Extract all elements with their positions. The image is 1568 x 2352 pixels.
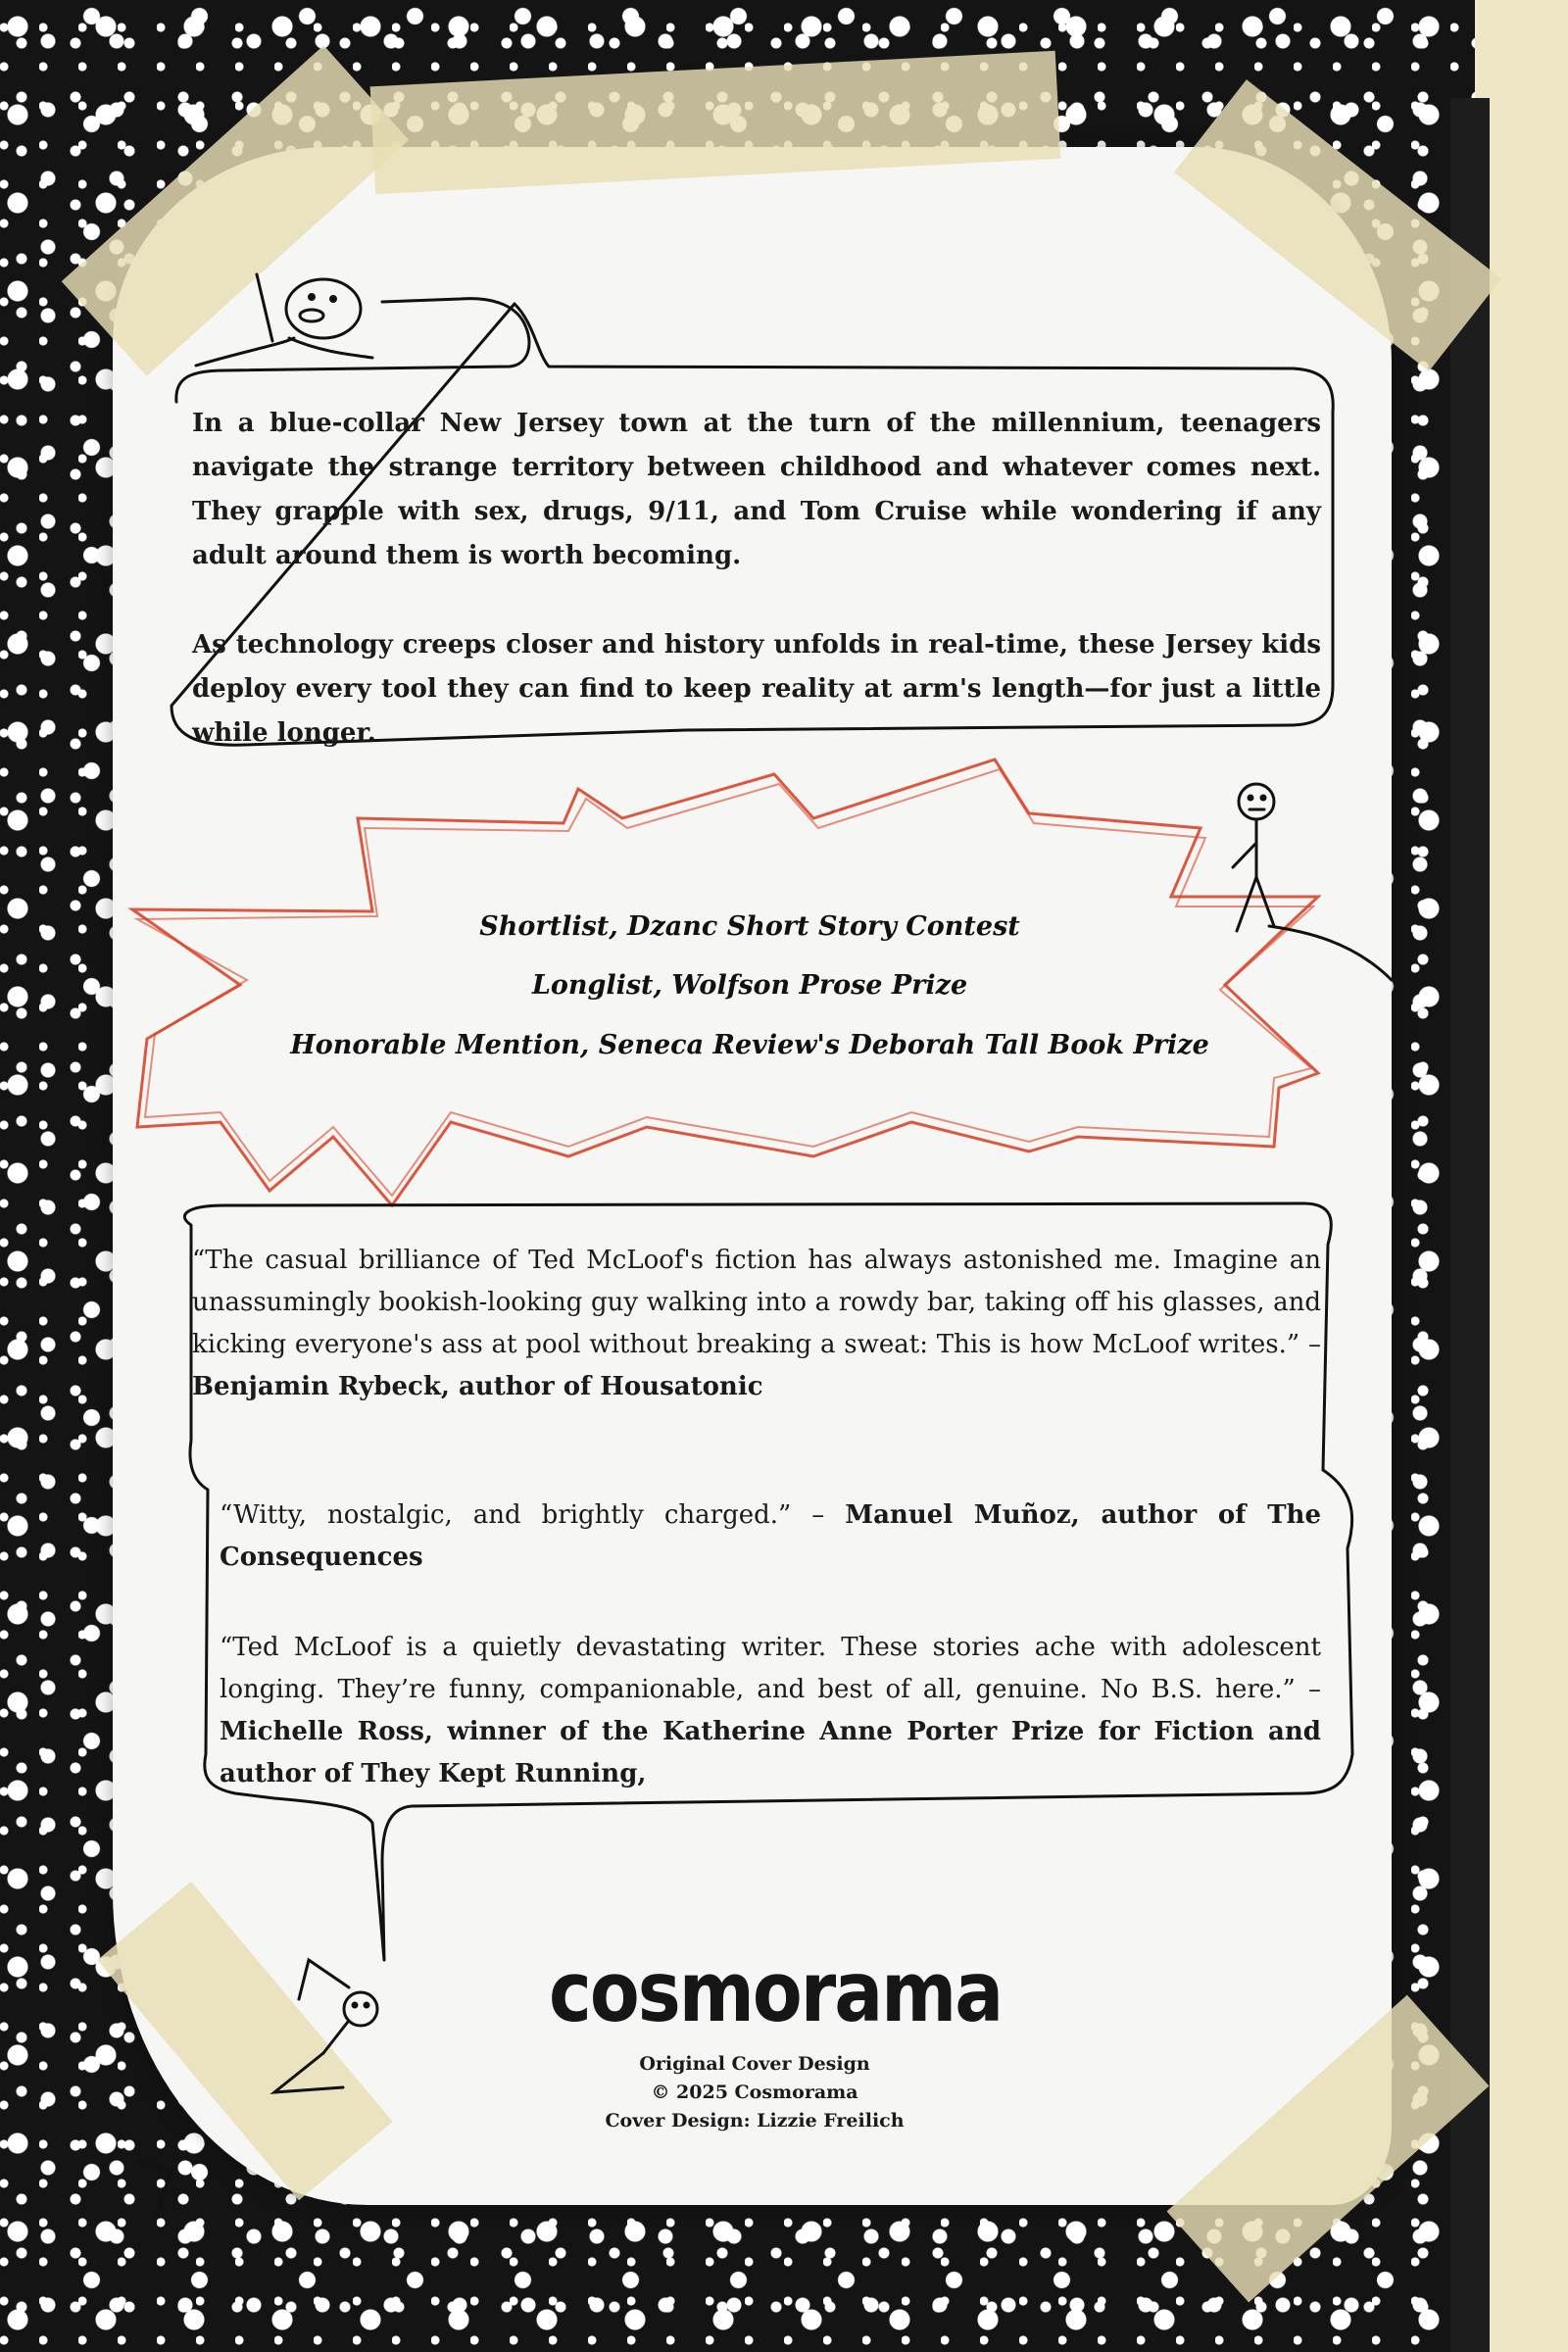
- credit-line: Original Cover Design: [639, 2053, 870, 2075]
- quote-michelle-ross: [220, 1627, 1321, 1795]
- quote-text: “Ted McLoof is a quietly devastating writer. These stories ache with adolescent longing. They’re funny, companionable, and best of all, genuine. No B.S. here.” –: [220, 1633, 1321, 1704]
- quote-text: “The casual brilliance of Ted McLoof's fiction has always astonished me. Imagine an unassumingly bookish-looking guy walking into a rowdy bar, taking off his glasses, and kicking everyone's ass at pool without breaking a sweat: This is how McLoof writes.” –: [192, 1246, 1321, 1359]
- publisher-logo: cosmorama: [549, 1943, 1003, 2041]
- blurb-paragraph-2: As technology creeps closer and history unfolds in real-time, these Jersey kids deploy every tool they can find to keep reality at arm's length—for just a little while longer.: [192, 630, 1321, 748]
- quote-benjamin-rybeck: [192, 1240, 1321, 1408]
- award-line-3: Honorable Mention, Seneca Review's Deborah Tall Book Prize: [290, 1030, 1209, 1060]
- quote-attribution: Manuel Muñoz, author of The Consequences: [220, 1500, 1322, 1572]
- credit-line: Cover Design: Lizzie Freilich: [605, 2110, 905, 2132]
- stick-figure-standing: [1233, 784, 1392, 980]
- award-line-2: Longlist, Wolfson Prose Prize: [531, 970, 968, 1001]
- award-line-1: Shortlist, Dzanc Short Story Contest: [479, 911, 1020, 942]
- stick-figure-peeking: [137, 1960, 377, 2215]
- cover-credits: [490, 2050, 1019, 2135]
- quote-attribution: Benjamin Rybeck, author of Housatonic: [192, 1372, 763, 1401]
- stick-figure-lying: [196, 274, 372, 366]
- quote-manuel-munoz: [220, 1494, 1321, 1579]
- blurb-paragraph-1: In a blue-collar New Jersey town at the turn of the millennium, teenagers navigate the strange territory between childhood and whatever comes next. They grapple with sex, drugs, 9/11, and Tom Cruise while wondering if any adult around them is worth becoming.: [192, 409, 1321, 570]
- quote-attribution: Michelle Ross, winner of the Katherine Anne Porter Prize for Fiction and author of They Kept Running,: [220, 1717, 1321, 1788]
- credit-line: © 2025 Cosmorama: [651, 2082, 858, 2103]
- quote-text: “Witty, nostalgic, and brightly charged.” –: [220, 1500, 825, 1530]
